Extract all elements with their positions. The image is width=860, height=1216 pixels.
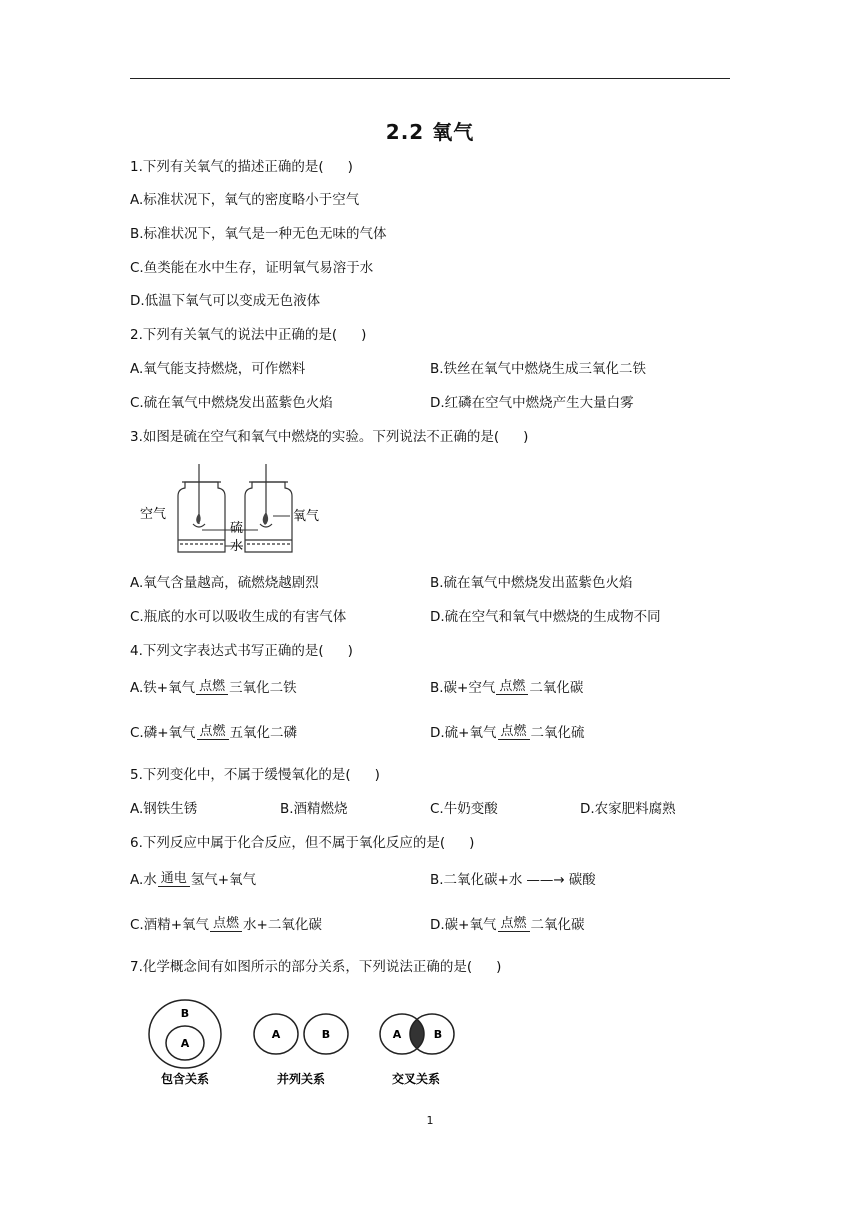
- arrow-icon: ——→: [526, 872, 565, 888]
- q4-option-d: D.硫+氧气 点燃 二氧化硫: [430, 724, 585, 741]
- q4-option-b: B.碳+空气 点燃 二氧化碳: [430, 679, 584, 696]
- flame-icon: [263, 512, 268, 525]
- intersection-figure: [380, 1014, 454, 1054]
- flame-icon: [196, 513, 200, 524]
- reaction-condition: 点燃: [498, 725, 530, 740]
- header-rule: [130, 78, 730, 79]
- reaction-condition: 点燃: [197, 725, 229, 740]
- label-inclusion: 包含关系: [160, 1072, 210, 1086]
- q1-stem: 1.下列有关氧气的描述正确的是( ): [130, 159, 353, 175]
- reaction-condition: 点燃: [496, 680, 528, 695]
- label-b: B: [180, 1007, 190, 1020]
- q4-stem: 4.下列文字表达式书写正确的是( ): [130, 643, 353, 659]
- q2-option-c: C.硫在氧气中燃烧发出蓝紫色火焰: [130, 395, 333, 411]
- label-a: A: [271, 1028, 281, 1041]
- concept-relation-figure: [140, 998, 470, 1090]
- q5-stem: 5.下列变化中，不属于缓慢氧化的是( ): [130, 767, 380, 783]
- label-b: B: [321, 1028, 331, 1041]
- label-a: A: [180, 1037, 190, 1050]
- q6-option-d: D.碳+氧气 点燃 二氧化碳: [430, 916, 585, 933]
- label-water: 水: [230, 539, 244, 554]
- q3-option-b: B.硫在氧气中燃烧发出蓝紫色火焰: [430, 575, 633, 591]
- q6-option-b: B.二氧化碳+水 ——→ 碳酸: [430, 872, 596, 888]
- q1-option-b: B.标准状况下，氧气是一种无色无味的气体: [130, 226, 387, 242]
- q4-option-a: A.铁+氧气 点燃 三氧化二铁: [130, 679, 297, 696]
- q1-option-c: C.鱼类能在水中生存，证明氧气易溶于水: [130, 260, 374, 276]
- label-a: A: [392, 1028, 402, 1041]
- air-bottle: [178, 464, 225, 552]
- q5-option-a: A.钢铁生锈: [130, 801, 198, 817]
- q6-stem: 6.下列反应中属于化合反应，但不属于氧化反应的是( ): [130, 835, 475, 851]
- q2-option-b: B.铁丝在氧气中燃烧生成三氧化二铁: [430, 361, 647, 377]
- q3-stem: 3.如图是硫在空气和氧气中燃烧的实验。下列说法不正确的是( ): [130, 429, 529, 445]
- q7-stem: 7.化学概念间有如图所示的部分关系，下列说法正确的是( ): [130, 959, 502, 975]
- q5-option-d: D.农家肥料腐熟: [580, 801, 676, 817]
- q3-option-a: A.氧气含量越高，硫燃烧越剧烈: [130, 575, 319, 591]
- q3-option-c: C.瓶底的水可以吸收生成的有害气体: [130, 609, 347, 625]
- q4-option-c: C.磷+氧气 点燃 五氧化二磷: [130, 724, 298, 741]
- label-sulfur: 硫: [230, 521, 244, 536]
- q2-option-d: D.红磷在空气中燃烧产生大量白雾: [430, 395, 634, 411]
- page-title: 2.2 氧气: [385, 120, 475, 144]
- page-number: 1: [426, 1114, 434, 1127]
- q5-option-b: B.酒精燃烧: [280, 801, 348, 817]
- q3-option-d: D.硫在空气和氧气中燃烧的生成物不同: [430, 609, 661, 625]
- label-air: 空气: [140, 507, 167, 522]
- q1-option-d: D.低温下氧气可以变成无色液体: [130, 293, 321, 309]
- label-intersection: 交叉关系: [391, 1072, 441, 1086]
- reaction-condition: 点燃: [498, 917, 530, 932]
- sulfur-combustion-figure: [130, 458, 340, 558]
- label-oxygen: 氧气: [293, 509, 320, 524]
- q6-option-c: C.酒精+氧气 点燃 水+二氧化碳: [130, 916, 322, 933]
- q6-option-a: A.水 通电 氢气+氧气: [130, 871, 257, 888]
- q5-option-c: C.牛奶变酸: [430, 801, 498, 817]
- label-parallel: 并列关系: [276, 1072, 326, 1086]
- reaction-condition: 通电: [158, 872, 190, 887]
- q1-option-a: A.标准状况下，氧气的密度略小于空气: [130, 192, 360, 208]
- oxygen-bottle: [245, 464, 292, 552]
- label-b: B: [433, 1028, 443, 1041]
- reaction-condition: 点燃: [210, 917, 242, 932]
- q2-option-a: A.氧气能支持燃烧，可作燃料: [130, 361, 306, 377]
- q2-stem: 2.下列有关氧气的说法中正确的是( ): [130, 327, 367, 343]
- reaction-condition: 点燃: [196, 680, 228, 695]
